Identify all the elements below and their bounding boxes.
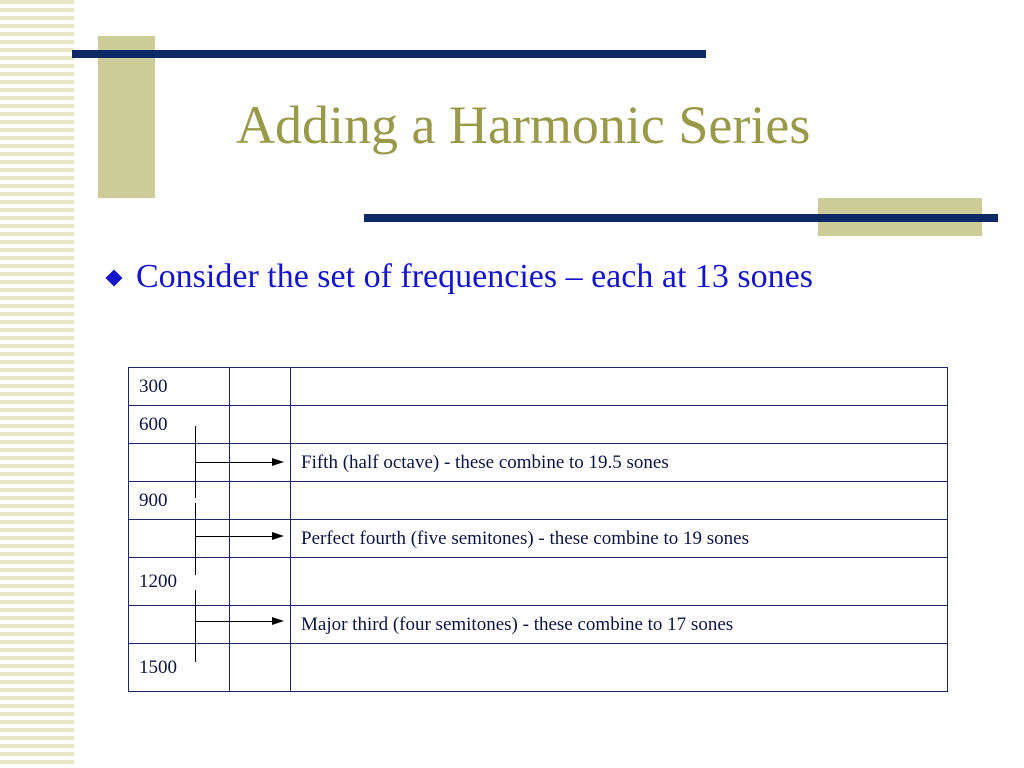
diamond-bullet-icon: [106, 270, 123, 287]
table-row: [129, 482, 948, 520]
bullet-text: Consider the set of frequencies – each at 13 sones: [136, 258, 813, 295]
table-row: [129, 406, 948, 444]
title-top-rule: [72, 50, 706, 58]
arrow-right-icon: [272, 458, 284, 466]
title-bottom-rule: [364, 214, 998, 222]
spacer-cell: [230, 644, 291, 692]
frequency-cell: 1200: [129, 558, 230, 606]
arrow-right-icon: [272, 617, 284, 625]
connector-horizontal-line: [196, 462, 274, 463]
bullet-item: [108, 260, 813, 294]
table-row: [129, 606, 948, 644]
interval-note-cell: Fifth (half octave) - these combine to 19.5 sones: [291, 444, 948, 482]
interval-note-cell: [291, 482, 948, 520]
interval-note-cell: [291, 368, 948, 406]
frequency-cell: [129, 520, 230, 558]
frequency-cell: 1500: [129, 644, 230, 692]
interval-note-cell: [291, 644, 948, 692]
interval-note-cell: Major third (four semitones) - these combine to 17 sones: [291, 606, 948, 644]
table-row: [129, 558, 948, 606]
spacer-cell: [230, 406, 291, 444]
frequency-table: [128, 367, 948, 692]
table-row: [129, 644, 948, 692]
arrow-right-icon: [272, 532, 284, 540]
interval-note-cell: Perfect fourth (five semitones) - these combine to 19 sones: [291, 520, 948, 558]
connector-horizontal-line: [196, 536, 274, 537]
connector-horizontal-line: [196, 621, 274, 622]
slide-title: Adding a Harmonic Series: [236, 95, 811, 155]
interval-note-cell: [291, 406, 948, 444]
left-stripe-pattern: [0, 0, 74, 768]
frequency-cell: 300: [129, 368, 230, 406]
spacer-cell: [230, 558, 291, 606]
frequency-cell: 900: [129, 482, 230, 520]
frequency-cell: 600: [129, 406, 230, 444]
connector-vertical-line: [195, 590, 196, 662]
table-row: [129, 368, 948, 406]
spacer-cell: [230, 482, 291, 520]
frequency-cell: [129, 606, 230, 644]
interval-note-cell: [291, 558, 948, 606]
table-row: [129, 520, 948, 558]
connector-vertical-line: [195, 503, 196, 575]
spacer-cell: [230, 368, 291, 406]
title-accent-block: [98, 36, 155, 198]
